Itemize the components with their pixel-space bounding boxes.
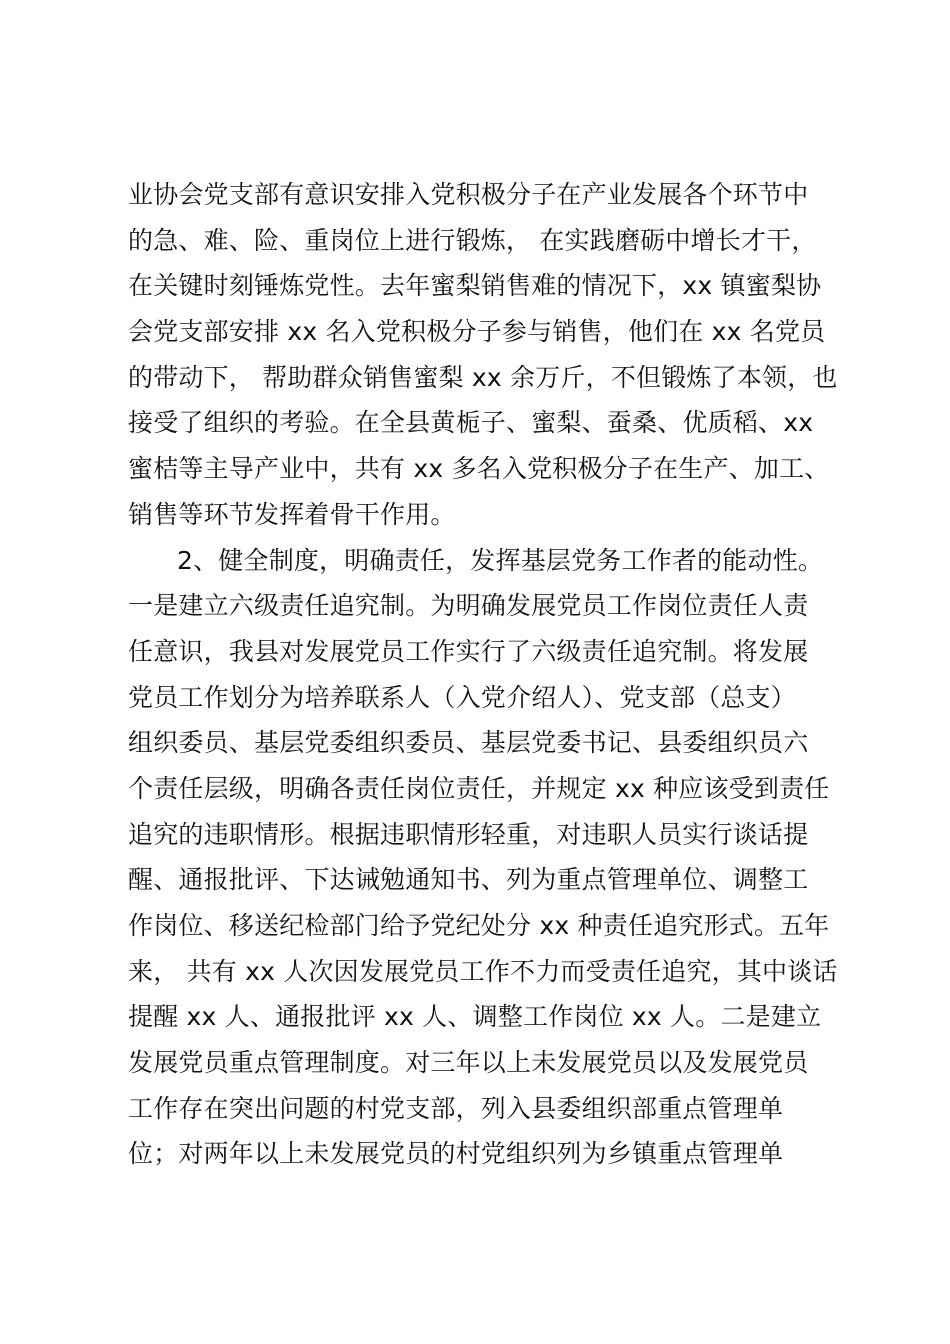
text-line: 个责任层级，明确各责任岗位责任，并规定 xx 种应该受到责任 (128, 773, 830, 803)
text-line: 的带动下， 帮助群众销售蜜梨 xx 余万斤，不但锻炼了本领，也 (128, 362, 838, 392)
text-line: 工作存在突出问题的村党支部，列入县委组织部重点管理单 (128, 1093, 784, 1123)
text-line: 业协会党支部有意识安排入党积极分子在产业发展各个环节中 (128, 180, 809, 209)
text-line: 追究的违职情形。根据违职情形轻重，对违职人员实行谈话提 (128, 819, 809, 849)
text-line: 蜜桔等主导产业中，共有 xx 多名入党积极分子在生产、加工、 (128, 454, 830, 484)
body-text (128, 172, 848, 1177)
text-line: 位；对两年以上未发展党员的村党组织列为乡镇重点管理单 (128, 1139, 784, 1169)
text-line: 作岗位、移送纪检部门给予党纪处分 xx 种责任追究形式。五年 (128, 911, 830, 940)
text-line: 组织委员、基层党委组织委员、基层党委书记、县委组织员六 (128, 728, 809, 758)
text-line: 来， 共有 xx 人次因发展党员工作不力而受责任追究，其中谈话 (128, 956, 838, 986)
text-line: 的急、难、险、重岗位上进行锻炼， 在实践磨砺中增长才干， (128, 225, 817, 255)
text-line: 醒、通报批评、下达诫勉通知书、列为重点管理单位、调整工 (128, 865, 809, 895)
text-line: 销售等环节发挥着骨干作用。 (128, 499, 456, 529)
text-line: 党员工作划分为培养联系人（入党介绍人）、党支部（总支） (128, 682, 796, 712)
text-line: 一是建立六级责任追究制。为明确发展党员工作岗位责任人责 (128, 591, 809, 621)
text-line: 会党支部安排 xx 名入党积极分子参与销售，他们在 xx 名党员 (128, 317, 826, 347)
text-line: 在关键时刻锤炼党性。去年蜜梨销售难的情况下，xx 镇蜜梨协 (128, 271, 822, 301)
text-line: 提醒 xx 人、通报批评 xx 人、调整工作岗位 xx 人。二是建立 (128, 1002, 822, 1032)
text-line: 接受了组织的考验。在全县黄栀子、蜜梨、蚕桑、优质稻、xx (128, 408, 814, 438)
text-line: 任意识，我县对发展党员工作实行了六级责任追究制。将发展 (128, 636, 809, 666)
text-line: 发展党员重点管理制度。对三年以上未发展党员以及发展党员 (128, 1048, 809, 1078)
section-heading-line: 2、健全制度，明确责任，发挥基层党务工作者的能动性。 (177, 545, 824, 575)
